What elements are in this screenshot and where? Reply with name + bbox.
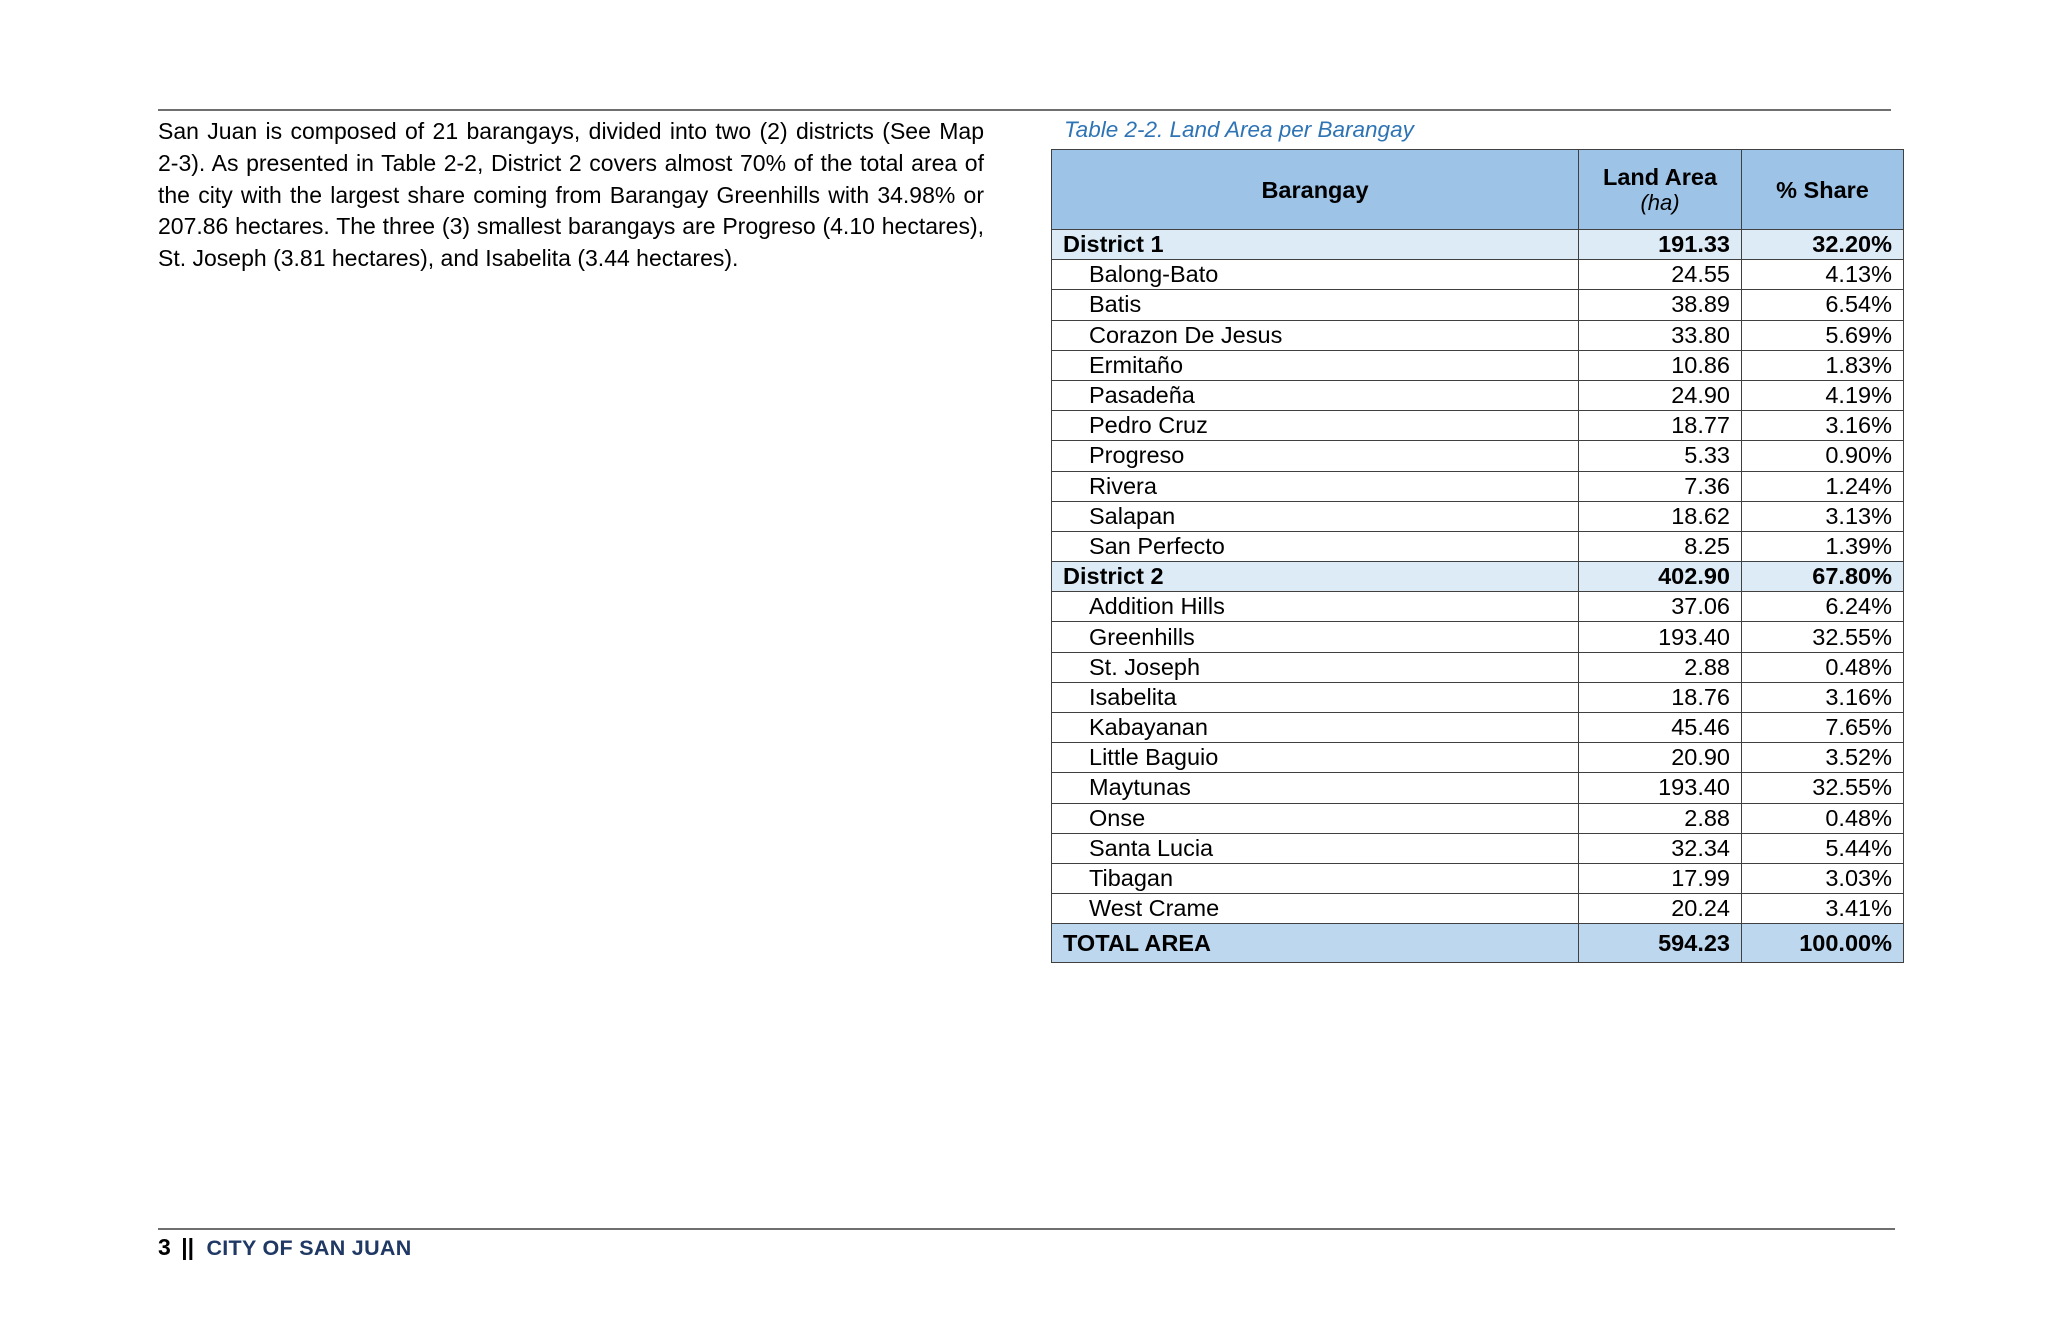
barangay-cell: Maytunas — [1052, 773, 1579, 803]
share-cell: 1.24% — [1742, 471, 1904, 501]
share-cell: 3.13% — [1742, 501, 1904, 531]
table-row — [1052, 260, 1904, 290]
share-cell: 4.13% — [1742, 260, 1904, 290]
barangay-cell: Salapan — [1052, 501, 1579, 531]
barangay-cell: Little Baguio — [1052, 743, 1579, 773]
share-cell: 3.03% — [1742, 863, 1904, 893]
share-cell: 32.55% — [1742, 622, 1904, 652]
barangay-cell: Corazon De Jesus — [1052, 320, 1579, 350]
land-area-cell: 402.90 — [1579, 562, 1742, 592]
barangay-cell: Isabelita — [1052, 682, 1579, 712]
barangay-cell: Progreso — [1052, 441, 1579, 471]
barangay-cell: Tibagan — [1052, 863, 1579, 893]
land-area-cell: 2.88 — [1579, 652, 1742, 682]
body-paragraph: San Juan is composed of 21 barangays, divided into two (2) districts (See Map 2-3). As presented in Table 2-2, District 2 covers almost 70% of the total area of the city with the largest share coming from Barangay Greenhills with 34.98% or 207.86 hectares. The three (3) smallest barangays are Progreso (4.10 hectares), St. Joseph (3.81 hectares), and Isabelita (3.44 hectares). — [158, 118, 984, 272]
barangay-cell: Ermitaño — [1052, 350, 1579, 380]
table-row — [1052, 682, 1904, 712]
barangay-cell: TOTAL AREA — [1052, 924, 1579, 963]
table-row — [1052, 441, 1904, 471]
share-cell: 3.16% — [1742, 411, 1904, 441]
table-row — [1052, 531, 1904, 561]
district-row — [1052, 230, 1904, 260]
share-cell: 1.83% — [1742, 350, 1904, 380]
barangay-cell: District 1 — [1052, 230, 1579, 260]
barangay-cell: San Perfecto — [1052, 531, 1579, 561]
share-cell: 67.80% — [1742, 562, 1904, 592]
table-row — [1052, 863, 1904, 893]
land-area-cell: 20.24 — [1579, 894, 1742, 924]
top-rule — [158, 109, 1891, 111]
land-area-cell: 594.23 — [1579, 924, 1742, 963]
footer-city-name: CITY OF SAN JUAN — [206, 1236, 412, 1260]
table-row — [1052, 471, 1904, 501]
land-area-table — [1051, 149, 1904, 963]
header-land-area-label: Land Area — [1602, 163, 1718, 190]
table-row — [1052, 833, 1904, 863]
share-cell: 3.41% — [1742, 894, 1904, 924]
page-footer — [158, 1232, 412, 1263]
barangay-cell: West Crame — [1052, 894, 1579, 924]
barangay-cell: Kabayanan — [1052, 713, 1579, 743]
table-row — [1052, 320, 1904, 350]
barangay-cell: Pedro Cruz — [1052, 411, 1579, 441]
barangay-cell: Rivera — [1052, 471, 1579, 501]
land-area-cell: 5.33 — [1579, 441, 1742, 471]
footer-separator: || — [181, 1234, 195, 1260]
land-area-cell: 18.62 — [1579, 501, 1742, 531]
land-area-cell: 45.46 — [1579, 713, 1742, 743]
barangay-cell: Onse — [1052, 803, 1579, 833]
barangay-cell: District 2 — [1052, 562, 1579, 592]
share-cell: 3.52% — [1742, 743, 1904, 773]
land-area-cell: 7.36 — [1579, 471, 1742, 501]
header-share: % Share — [1742, 150, 1904, 230]
share-cell: 3.16% — [1742, 682, 1904, 712]
table-row — [1052, 592, 1904, 622]
barangay-cell: Balong-Bato — [1052, 260, 1579, 290]
table-row — [1052, 773, 1904, 803]
share-cell: 0.48% — [1742, 652, 1904, 682]
land-area-cell: 193.40 — [1579, 622, 1742, 652]
share-cell: 32.20% — [1742, 230, 1904, 260]
share-cell: 1.39% — [1742, 531, 1904, 561]
share-cell: 0.48% — [1742, 803, 1904, 833]
header-land-area — [1579, 150, 1742, 230]
table-row — [1052, 713, 1904, 743]
land-area-cell: 24.55 — [1579, 260, 1742, 290]
land-area-cell: 37.06 — [1579, 592, 1742, 622]
total-row — [1052, 924, 1904, 963]
share-cell: 6.24% — [1742, 592, 1904, 622]
table-caption: Table 2-2. Land Area per Barangay — [1064, 117, 1414, 142]
land-area-cell: 38.89 — [1579, 290, 1742, 320]
land-area-cell: 32.34 — [1579, 833, 1742, 863]
share-cell: 6.54% — [1742, 290, 1904, 320]
table-body — [1052, 230, 1904, 963]
bottom-rule — [158, 1228, 1895, 1230]
table-row — [1052, 894, 1904, 924]
barangay-cell: Santa Lucia — [1052, 833, 1579, 863]
table-header-row — [1052, 150, 1904, 230]
land-area-cell: 18.77 — [1579, 411, 1742, 441]
header-barangay: Barangay — [1052, 150, 1579, 230]
land-area-cell: 20.90 — [1579, 743, 1742, 773]
table-row — [1052, 411, 1904, 441]
land-area-cell: 24.90 — [1579, 380, 1742, 410]
land-area-cell: 10.86 — [1579, 350, 1742, 380]
page-number: 3 — [158, 1234, 171, 1260]
land-area-cell: 193.40 — [1579, 773, 1742, 803]
share-cell: 0.90% — [1742, 441, 1904, 471]
land-area-cell: 18.76 — [1579, 682, 1742, 712]
table-row — [1052, 803, 1904, 833]
share-cell: 5.69% — [1742, 320, 1904, 350]
share-cell: 4.19% — [1742, 380, 1904, 410]
land-area-cell: 33.80 — [1579, 320, 1742, 350]
barangay-cell: Batis — [1052, 290, 1579, 320]
share-cell: 100.00% — [1742, 924, 1904, 963]
table-row — [1052, 501, 1904, 531]
barangay-cell: Addition Hills — [1052, 592, 1579, 622]
land-area-cell: 17.99 — [1579, 863, 1742, 893]
share-cell: 5.44% — [1742, 833, 1904, 863]
table-row — [1052, 350, 1904, 380]
land-area-cell: 8.25 — [1579, 531, 1742, 561]
table-row — [1052, 652, 1904, 682]
share-cell: 7.65% — [1742, 713, 1904, 743]
land-area-cell: 191.33 — [1579, 230, 1742, 260]
barangay-cell: Pasadeña — [1052, 380, 1579, 410]
barangay-cell: Greenhills — [1052, 622, 1579, 652]
header-land-area-unit: (ha) — [1640, 189, 1680, 215]
land-area-cell: 2.88 — [1579, 803, 1742, 833]
share-cell: 32.55% — [1742, 773, 1904, 803]
table-row — [1052, 290, 1904, 320]
table-row — [1052, 743, 1904, 773]
barangay-cell: St. Joseph — [1052, 652, 1579, 682]
table-row — [1052, 622, 1904, 652]
district-row — [1052, 562, 1904, 592]
table-row — [1052, 380, 1904, 410]
